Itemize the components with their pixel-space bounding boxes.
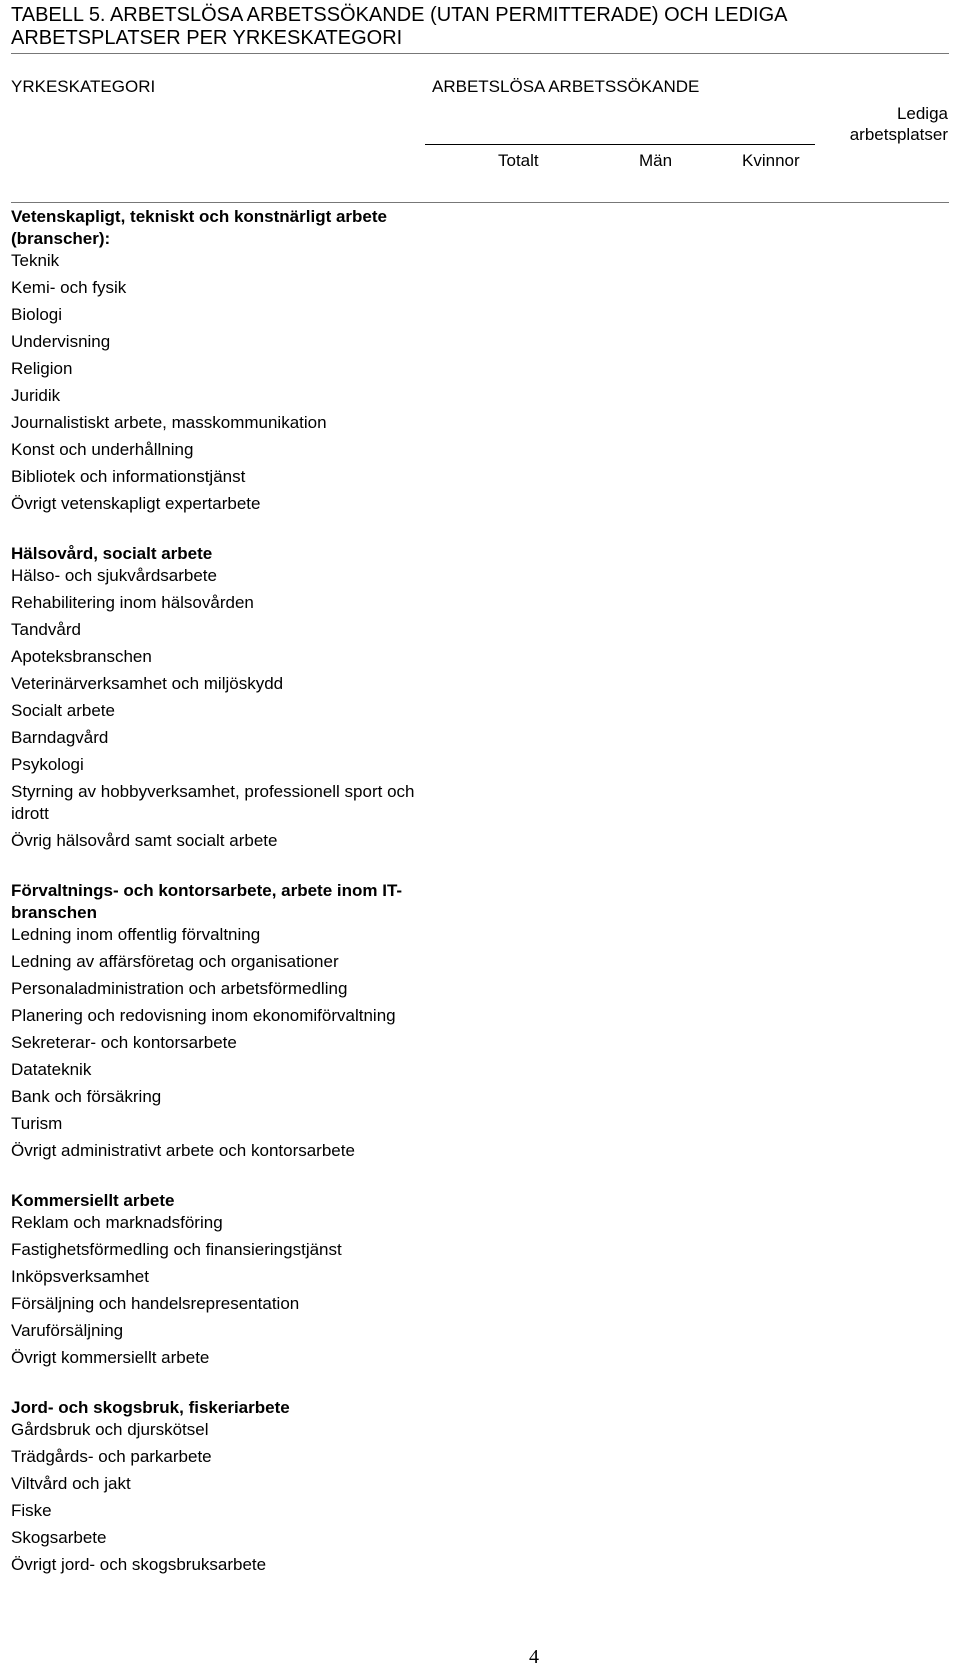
table-row: Bank och försäkring [11, 1087, 162, 1106]
top-rule [11, 53, 949, 54]
table-row: Socialt arbete [11, 701, 115, 720]
table-row: Gårdsbruk och djurskötsel [11, 1420, 209, 1439]
table-row: Veterinärverksamhet och miljöskydd [11, 674, 284, 693]
table-row: Turism [11, 1114, 63, 1133]
table-row: Rehabilitering inom hälsovården [11, 593, 254, 612]
table-row: Konst och underhållning [11, 440, 194, 459]
table-row: Undervisning [11, 332, 111, 351]
section-heading: Kommersiellt arbete [11, 1191, 175, 1210]
table-row: Reklam och marknadsföring [11, 1213, 223, 1232]
category-section [11, 880, 431, 1167]
column-header-category: YRKESKATEGORI [11, 77, 156, 96]
table-row: Övrigt jord- och skogsbruksarbete [11, 1555, 267, 1574]
section-heading: Förvaltnings- och kontorsarbete, arbete inom IT-branschen [11, 881, 403, 922]
table-row: Tandvård [11, 620, 81, 639]
table-row: Inköpsverksamhet [11, 1267, 149, 1286]
table-row: Styrning av hobbyverksamhet, professionell sport och idrott [11, 782, 415, 823]
table-row: Övrig hälsovård samt socialt arbete [11, 831, 278, 850]
table-row: Planering och redovisning inom ekonomiförvaltning [11, 1006, 396, 1025]
column-header-women: Kvinnor [742, 151, 800, 170]
table-row: Övrigt vetenskapligt expertarbete [11, 494, 261, 513]
table-row: Barndagvård [11, 728, 109, 747]
table-row: Fiske [11, 1501, 52, 1520]
table-row: Religion [11, 359, 73, 378]
section-heading: Vetenskapligt, tekniskt och konstnärligt arbete (branscher): [11, 207, 387, 248]
table-row: Försäljning och handelsrepresentation [11, 1294, 300, 1313]
column-group-rule [425, 144, 815, 145]
table-row: Journalistiskt arbete, masskommunikation [11, 413, 327, 432]
column-group-header-unemployed: ARBETSLÖSA ARBETSSÖKANDE [432, 77, 700, 96]
table-row: Skogsarbete [11, 1528, 107, 1547]
table-row: Kemi- och fysik [11, 278, 127, 297]
table-row: Biologi [11, 305, 63, 324]
table-row: Varuförsäljning [11, 1321, 124, 1340]
column-header-men: Män [639, 151, 673, 170]
category-section [11, 206, 431, 520]
table-row: Sekreterar- och kontorsarbete [11, 1033, 237, 1052]
table-row: Datateknik [11, 1060, 92, 1079]
table-row: Ledning inom offentlig förvaltning [11, 925, 261, 944]
table-row: Fastighetsförmedling och finansieringstjänst [11, 1240, 342, 1259]
table-row: Teknik [11, 251, 60, 270]
table-row: Viltvård och jakt [11, 1474, 131, 1493]
page-number: 4 [529, 1646, 539, 1668]
column-header-total: Totalt [498, 151, 539, 170]
table-row: Trädgårds- och parkarbete [11, 1447, 212, 1466]
column-header-vacancies: Lediga arbetsplatser [849, 104, 948, 144]
table-row: Hälso- och sjukvårdsarbete [11, 566, 217, 585]
category-section [11, 1397, 431, 1581]
category-table-body [11, 206, 431, 1604]
table-row: Ledning av affärsföretag och organisationer [11, 952, 339, 971]
table-row: Juridik [11, 386, 61, 405]
table-row: Övrigt administrativt arbete och kontorsarbete [11, 1141, 355, 1160]
table-row: Personaladministration och arbetsförmedling [11, 979, 348, 998]
section-heading: Jord- och skogsbruk, fiskeriarbete [11, 1398, 290, 1417]
section-heading: Hälsovård, socialt arbete [11, 544, 213, 563]
table-row: Apoteksbranschen [11, 647, 152, 666]
table-title: TABELL 5. ARBETSLÖSA ARBETSSÖKANDE (UTAN PERMITTERADE) OCH LEDIGA ARBETSPLATSER PER YRKESKATEGORI [11, 4, 787, 49]
header-rule [11, 202, 949, 203]
table-row: Psykologi [11, 755, 84, 774]
table-row: Bibliotek och informationstjänst [11, 467, 246, 486]
table-row: Övrigt kommersiellt arbete [11, 1348, 210, 1367]
category-section [11, 543, 431, 857]
category-section [11, 1190, 431, 1374]
